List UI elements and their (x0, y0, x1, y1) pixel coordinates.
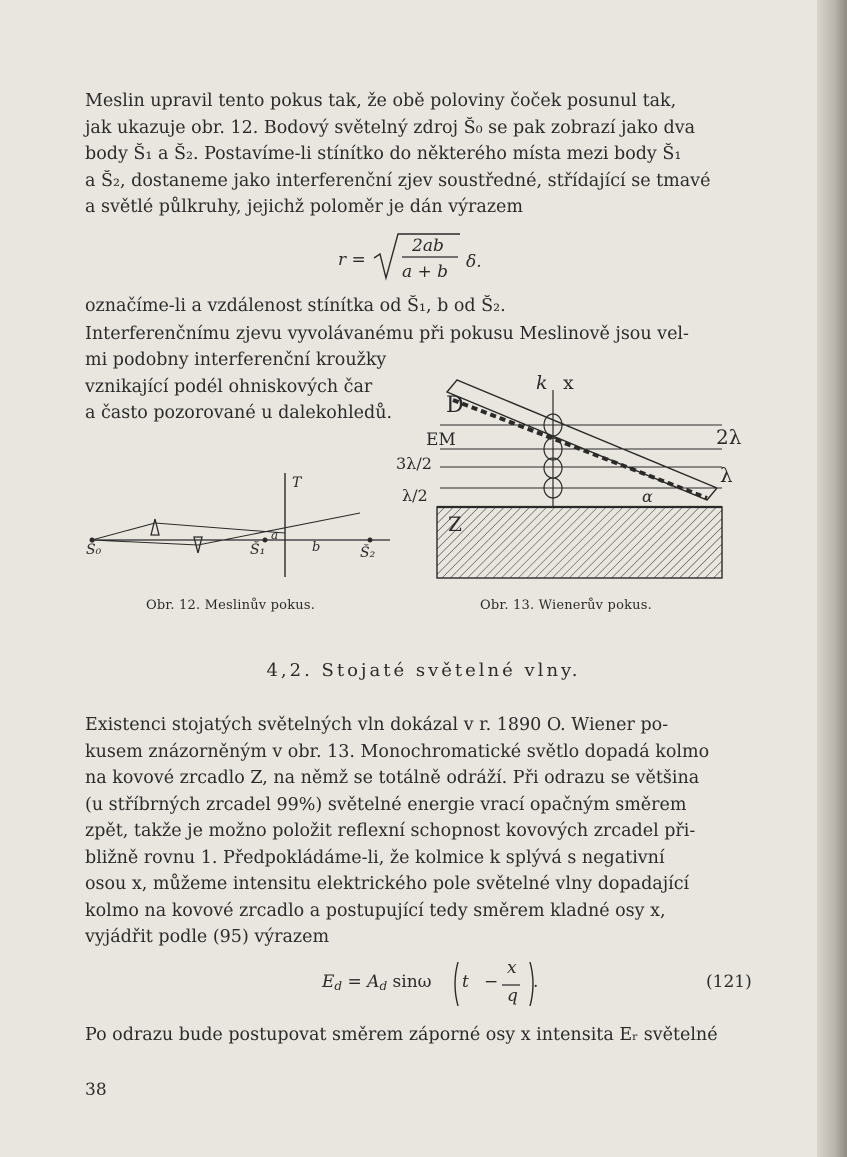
text-line: vznikající podél ohniskových čar (85, 376, 373, 397)
text-line: vyjádřit podle (95) výrazem (85, 927, 330, 947)
paragraph-wiener (85, 712, 753, 951)
formula-numerator: 2ab (412, 236, 444, 256)
label-2lambda: 2λ (716, 425, 742, 449)
text-line: osou x, můžeme intensitu elektrického pole světelné vlny dopadající (85, 874, 690, 894)
paragraph-definition (85, 293, 753, 320)
formula-den: q (507, 986, 518, 1006)
paragraph-reflection (85, 1022, 753, 1049)
text-line: (u stříbrných zrcadel 99%) světelné energie vrací opačným směrem (85, 794, 687, 815)
formula-t: t (462, 972, 469, 992)
formula-factor: δ. (466, 252, 482, 272)
text-line: zpět, takže je možno položit reflexní schopnost kovových zrcadel při- (85, 821, 696, 841)
text-line: jak ukazuje obr. 12. Bodový světelný zdroj S̆₀ se pak zobrazí jako dva (85, 117, 696, 138)
label-S1: S̆₁ (250, 542, 266, 558)
text-line: označíme-li a vzdálenost stínítka od S̆₁, b od S̆₂. (85, 296, 506, 316)
label-D: D (446, 393, 464, 418)
text-line: Po odrazu bude postupovat směrem záporné osy x intensita Eᵣ světelné (85, 1025, 718, 1045)
figure-12-caption: Obr. 12. Meslinův pokus. (146, 598, 316, 613)
formula-lhs: r = (338, 250, 366, 270)
radius-formula (338, 250, 366, 270)
text-line: Meslin upravil tento pokus tak, že obě poloviny čoček posunul tak, (85, 91, 677, 111)
equation-number: (121) (706, 972, 752, 992)
text-line: mi podobny interferenční kroužky (85, 350, 387, 370)
text-line: Interferenčnímu zjevu vyvolávanému při pokusu Meslinově jsou vel- (85, 324, 689, 344)
paragraph-meslin (85, 88, 753, 221)
label-T: T (292, 475, 302, 491)
label-x: x (563, 372, 574, 394)
text-line: Existenci stojatých světelných vln dokázal v r. 1890 O. Wiener po- (85, 715, 669, 735)
figure-12-diagram (80, 465, 410, 595)
upper-half-lens (151, 519, 159, 535)
label-lambda: λ (720, 463, 733, 487)
formula-minus: − (484, 972, 499, 992)
label-three-halves: 3λ/2 (396, 454, 432, 473)
text-line: a světlé půlkruhy, jejichž poloměr je dán výrazem (85, 197, 524, 217)
page-number: 38 (85, 1080, 107, 1100)
formula-denominator: a + b (402, 262, 449, 282)
formula-lhs: E (322, 972, 335, 992)
label-Z: Z (448, 512, 462, 536)
formula-num: x (507, 958, 517, 978)
text-line: a S̆₂, dostaneme jako interferenční zjev soustředné, střídající se tmavé (85, 170, 711, 191)
section-heading: 4,2. Stojaté světelné vlny. (266, 660, 581, 681)
page-binding-shadow (817, 0, 847, 1157)
label-k: k (536, 372, 548, 394)
text-line: kolmo na kovové zrcadlo a postupující tedy směrem kladné osy x, (85, 900, 666, 921)
label-a: a (271, 528, 279, 542)
paragraph-interference (85, 321, 753, 348)
text-line: bližně rovnu 1. Předpokládáme-li, že kolmice k splývá s negativní (85, 847, 665, 868)
glass-plate (447, 380, 717, 500)
figure-13-caption: Obr. 13. Wienerův pokus. (480, 598, 652, 613)
text-line: a často pozorované u dalekohledů. (85, 403, 393, 423)
label-half: λ/2 (402, 486, 428, 505)
label-S2: S̆₂ (360, 545, 376, 561)
text-line: body S̆₁ a S̆₂. Postavíme-li stínítko do některého místa mezi body S̆₁ (85, 144, 682, 164)
label-EM: EM (426, 430, 456, 450)
metal-mirror (437, 507, 722, 578)
image-point-2 (368, 538, 373, 543)
formula-period: . (533, 972, 539, 992)
text-line: kusem znázorněným v obr. 13. Monochromatické světlo dopadá kolmo (85, 741, 710, 762)
label-b: b (312, 540, 321, 555)
field-formula: $E_d = A_d$ sinω (322, 972, 432, 993)
paragraph-interference-narrow (85, 347, 415, 427)
label-S0: S̆₀ (86, 542, 102, 558)
text-line: na kovové zrcadlo Z, na němž se totálně odráží. Při odrazu se většina (85, 768, 700, 788)
label-alpha: α (642, 487, 653, 506)
